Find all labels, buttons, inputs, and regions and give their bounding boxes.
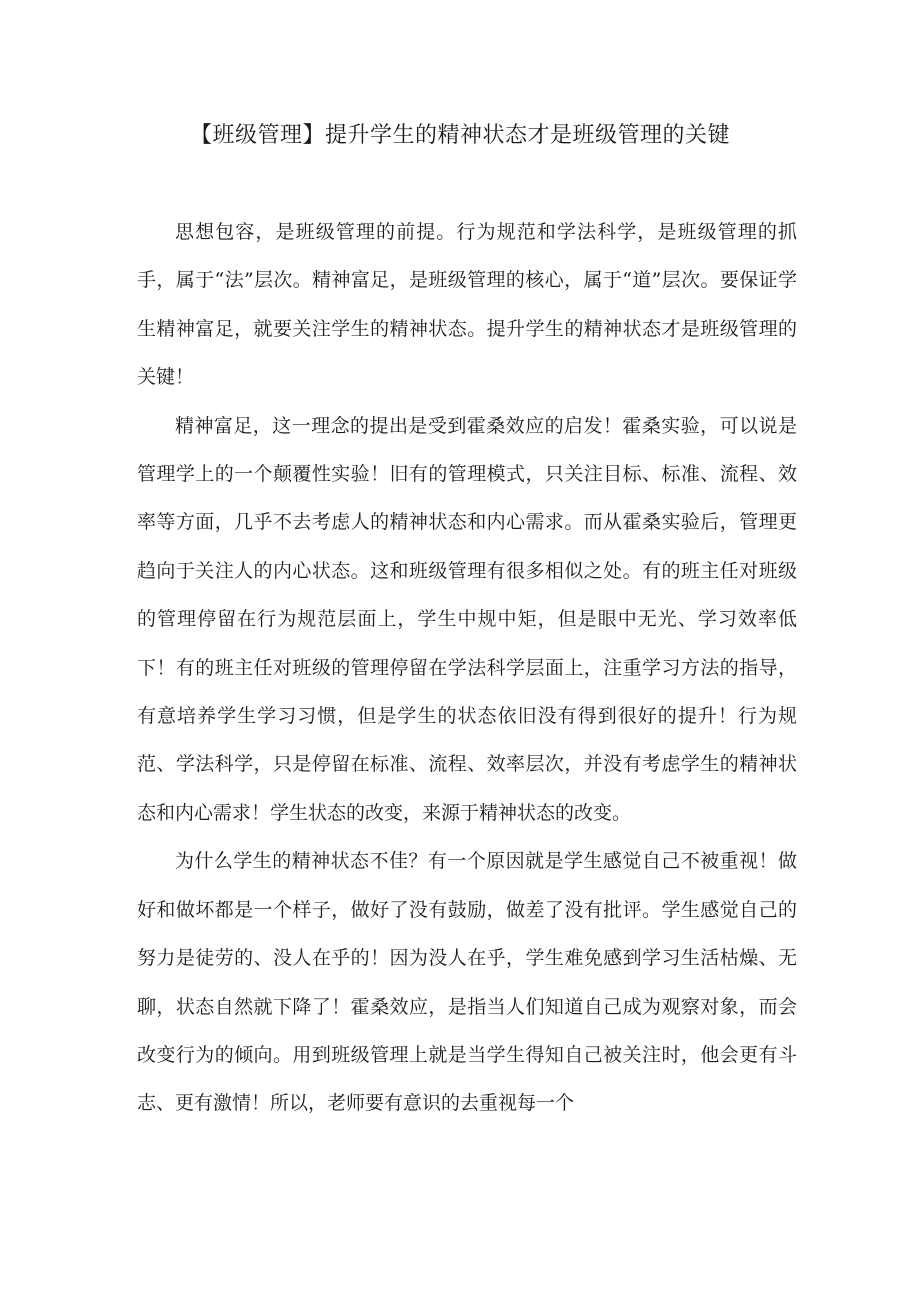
paragraph-1: 思想包容，是班级管理的前提。行为规范和学法科学，是班级管理的抓手，属于“法”层次。精神富足，是班级管理的核心，属于“道”层次。要保证学生精神富足，就要关注学生的精神状态。提升学生的精神状态才是班级管理的关键！	[137, 221, 797, 389]
paragraph-2: 精神富足，这一理念的提出是受到霍桑效应的启发！霍桑实验，可以说是管理学上的一个颠覆性实验！旧有的管理模式，只关注目标、标准、流程、效率等方面，几乎不去考虑人的精神状态和内心需求。而从霍桑实验后，管理更趋向于关注人的内心状态。这和班级管理有很多相似之处。有的班主任对班级的管理停留在行为规范层面上，学生中规中矩，但是眼中无光、学习效率低下！有的班主任对班级的管理停留在学法科学层面上，注重学习方法的指导，有意培养学生学习习惯，但是学生的状态依旧没有得到很好的提升！行为规范、学法科学，只是停留在标准、流程、效率层次，并没有考虑学生的精神状态和内心需求！学生状态的改变，来源于精神状态的改变。	[137, 414, 797, 824]
document-body	[137, 208, 797, 1128]
paragraph-3: 为什么学生的精神状态不佳？有一个原因就是学生感觉自己不被重视！做好和做坏都是一个样子，做好了没有鼓励，做差了没有批评。学生感觉自己的努力是徒劳的、没人在乎的！因为没人在乎，学生难免感到学习生活枯燥、无聊，状态自然就下降了！霍桑效应，是指当人们知道自己成为观察对象，而会改变行为的倾向。用到班级管理上就是当学生得知自己被关注时，他会更有斗志、更有激情！所以，老师要有意识的去重视每一个	[137, 850, 797, 1115]
document-title: 【班级管理】提升学生的精神状态才是班级管理的关键	[189, 123, 730, 148]
